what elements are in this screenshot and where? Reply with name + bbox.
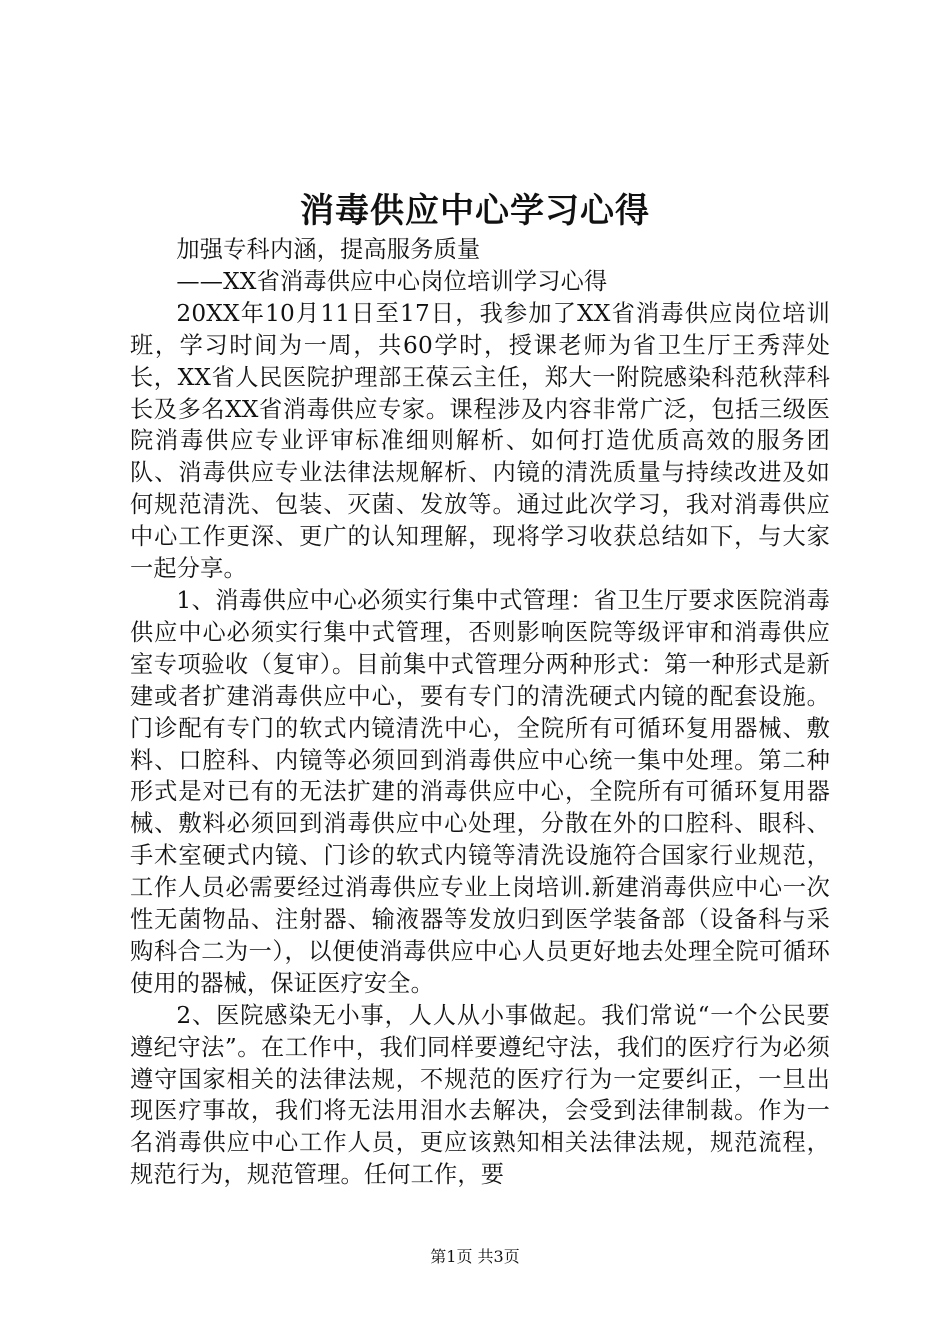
subtitle: 加强专科内涵，提高服务质量 [176, 236, 481, 263]
paragraph-intro: 20XX年10月11日至17日，我参加了XX省消毒供应岗位培训班，学习时间为一周，共60学时，授课老师为省卫生厅王秀萍处长，XX省人民医院护理部王葆云主任，郑大一附院感染科范秋萍科长及多名XX省消毒供应专家。课程涉及内容非常广泛，包括三级医院消毒供应专业评审标准细则解析、如何打造优质高效的服务团队、消毒供应专业法律法规解析、内镜的清洗质量与持续改进及如何规范清洗、包装、灭菌、发放等。通过此次学习，我对消毒供应中心工作更深、更广的认知理解，现将学习收获总结如下，与大家一起分享。 [130, 299, 830, 583]
page-footer: 第1页 共3页 [430, 1247, 520, 1266]
paragraph-1: 1、消毒供应中心必须实行集中式管理：省卫生厅要求医院消毒供应中心必须实行集中式管理，否则影响医院等级评审和消毒供应室专项验收（复审）。目前集中式管理分两种形式：第一种形式是新建或者扩建消毒供应中心，要有专门的清洗硬式内镜的配套设施。门诊配有专门的软式内镜清洗中心，全院所有可循环复用器械、敷料、口腔科、内镜等必须回到消毒供应中心统一集中处理。第二种形式是对已有的无法扩建的消毒供应中心，全院所有可循环复用器械、敷料必须回到消毒供应中心处理，分散在外的口腔科、眼科、手术室硬式内镜、门诊的软式内镜等清洗设施符合国家行业规范，工作人员必需要经过消毒供应专业上岗培训.新建消毒供应中心一次性无菌物品、注射器、输液器等发放归到医学装备部（设备科与采购科合二为一），以便使消毒供应中心人员更好地去处理全院可循环使用的器械，保证医疗安全。 [130, 586, 830, 997]
document-title: 消毒供应中心学习心得 [300, 191, 650, 231]
document-body [130, 234, 830, 1191]
subsubtitle: ——XX省消毒供应中心岗位培训学习心得 [176, 267, 608, 295]
paragraph-2: 2、医院感染无小事，人人从小事做起。我们常说“一个公民要遵纪守法”。在工作中，我们同样要遵纪守法，我们的医疗行为必须遵守国家相关的法律法规，不规范的医疗行为一定要纠正，一旦出现医疗事故，我们将无法用泪水去解决，会受到法律制裁。作为一名消毒供应中心工作人员，更应该熟知相关法律法规，规范流程，规范行为，规范管理。任何工作，要 [130, 1001, 830, 1189]
